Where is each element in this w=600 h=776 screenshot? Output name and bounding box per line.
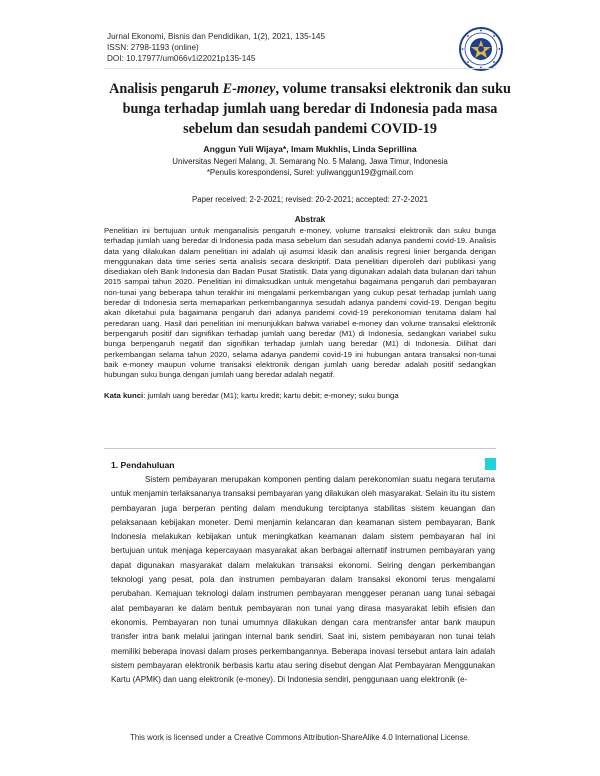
title-start: Analisis pengaruh [109,81,223,97]
keywords-label: Kata kunci [104,391,144,400]
journal-header [107,31,437,64]
author-affiliation: Universitas Negeri Malang, Jl. Semarang No. 5 Malang, Jawa Timur, Indonesia [172,157,448,166]
university-seal-icon [458,26,504,72]
abstract-heading: Abstrak [294,215,326,224]
abstract-text: Penelitian ini bertujuan untuk menganalisis pengaruh e-money, volume transaksi elektronik dan suku bunga terhadap jumlah uang beredar di Indonesia pada masa sebelum dan sesudah adanya pandemi covid-19. Analisis data yang dilakukan dalam penelitian ini adalah uji asumsi klasik dan analisis regresi linier berganda dengan menggunakan data time series serta analisis secara deskriptif. Data penelitian diperoleh dari publikasi yang disediakan oleh Bank Indonesia dan Badan Pusat Statistik. Data yang digunakan adalah data bulanan dari tahun 2015 sampai tahun 2020. Penelitian ini dimaksudkan untuk mengetahui bagaimana pengaruh dari pembayaran non-tunai yang beberapa tahun terakhir ini mengalami perkembangan yang cukup pesat terhadap jumlah uang beredar di Indonesia serta memaparkan perkembangannya sesudah adanya pandemi covid-19. Dengan begitu akan diketahui pula bagaimana pengaruh dari adanya pandemi covid-19 perekonomian terutama dalam hal peredaran uang. Hasil dari penelitian ini menunjukkan bahwa variabel e-money dan volume transaksi elektronik berpengaruh positif dan signifikan terhadap jumlah uang beredar (M1) di Indonesia, sedangkan variabel suku bunga berpengaruh negatif dan signifikan terhadap jumlah uang beredar (M1) di Indonesia. Dilihat dari perkembangan selama tahun 2020, selama adanya pandemi covid-19 ini hubungan antara transaksi non-tunai baik e-money maupun volume transaksi elektronik dengan jumlah uang beredar adalah positif sedangkan hubungan suku bunga dengan jumlah uang beredar adalah negatif. [104,226,496,380]
section-heading: 1. Pendahuluan [111,460,175,470]
paper-title [100,79,520,139]
keywords-text: : jumlah uang beredar (M1); kartu kredit; kartu debit; e-money; suku bunga [143,391,399,400]
paper-dates: Paper received: 2-2-2021; revised: 20-2-2021; accepted: 27-2-2021 [192,195,428,204]
journal-issn: ISSN: 2798-1193 (online) [107,43,199,52]
header-divider [104,68,496,69]
body-paragraph: Sistem pembayaran merupakan komponen penting dalam perekonomian suatu negara terutama untuk menjamin terlaksananya transaksi pembayaran yang dilakukan oleh masyarakat. Selain itu itu sistem pembayaran juga berperan penting dalam mendukung terciptanya stabilitas sistem keuangan dan pelaksanaan kebijakan moneter. Demi menjamin kelancaran dan keamanan sistem pembayaran, Bank Indonesia melakukan kebijakan untuk meningkatkan keamanan dalam sistem pembayaran hal ini bertujuan untuk menjaga kepercayaan masyarakat akan berbagai alternatif instrumen pembayaran yang dapat digunakan masyarakat dalam melakukan transaksi ekonomi. Seiring dengan perkembangan teknologi yang pesat, pola dan instrumen pembayaran dalam transaksi ekonomi terus mengalami perubahan. Kemajuan teknologi dalam instrumen pembayaran menggeser peranan uang tunai sebagai alat pembayaran ke dalam bentuk pembayaran non tunai yang dirasa masyarakat lebih efisien dan ekonomis. Pembayaran non tunai umumnya dilakukan dengan cara mentransfer antar bank maupun transfer intra bank melalui jaringan internal bank sendiri. Saat ini, sistem pembayaran non tunai telah memiliki beberapa inovasi dalam proses perkembangannya. Beberapa inovasi tersebut antara lain adalah sistem pembayaran elektronik berbasis kartu atau sering disebut dengan Alat Pembayaran Menggunakan Kartu (APMK) dan uang elektronik (e-money). Di Indonesia sendiri, penggunaan uang elektronik (e- [111,475,495,685]
section-marker [485,458,496,470]
author-list: Anggun Yuli Wijaya*, Imam Mukhlis, Linda Seprillina [203,144,417,154]
section-divider [104,448,496,449]
journal-citation: Jurnal Ekonomi, Bisnis dan Pendidikan, 1(2), 2021, 135-145 [107,32,326,41]
license-footer[interactable]: This work is licensed under a Creative Commons Attribution-ShareAlike 4.0 International License. [130,733,470,742]
title-emphasis: E-money [222,81,276,97]
title-end: , volume transaksi elektronik dan suku bunga terhadap jumlah uang beredar di Indonesia pada masa sebelum dan sesudah pandemi COVID-19 [122,81,511,137]
journal-doi[interactable]: DOI: 10.17977/um066v1i22021p135-145 [107,54,256,63]
keywords [104,391,496,401]
corresponding-author: *Penulis korespondensi, Surel: yuliwanggun19@gmail.com [206,168,414,177]
section-body [111,473,495,687]
